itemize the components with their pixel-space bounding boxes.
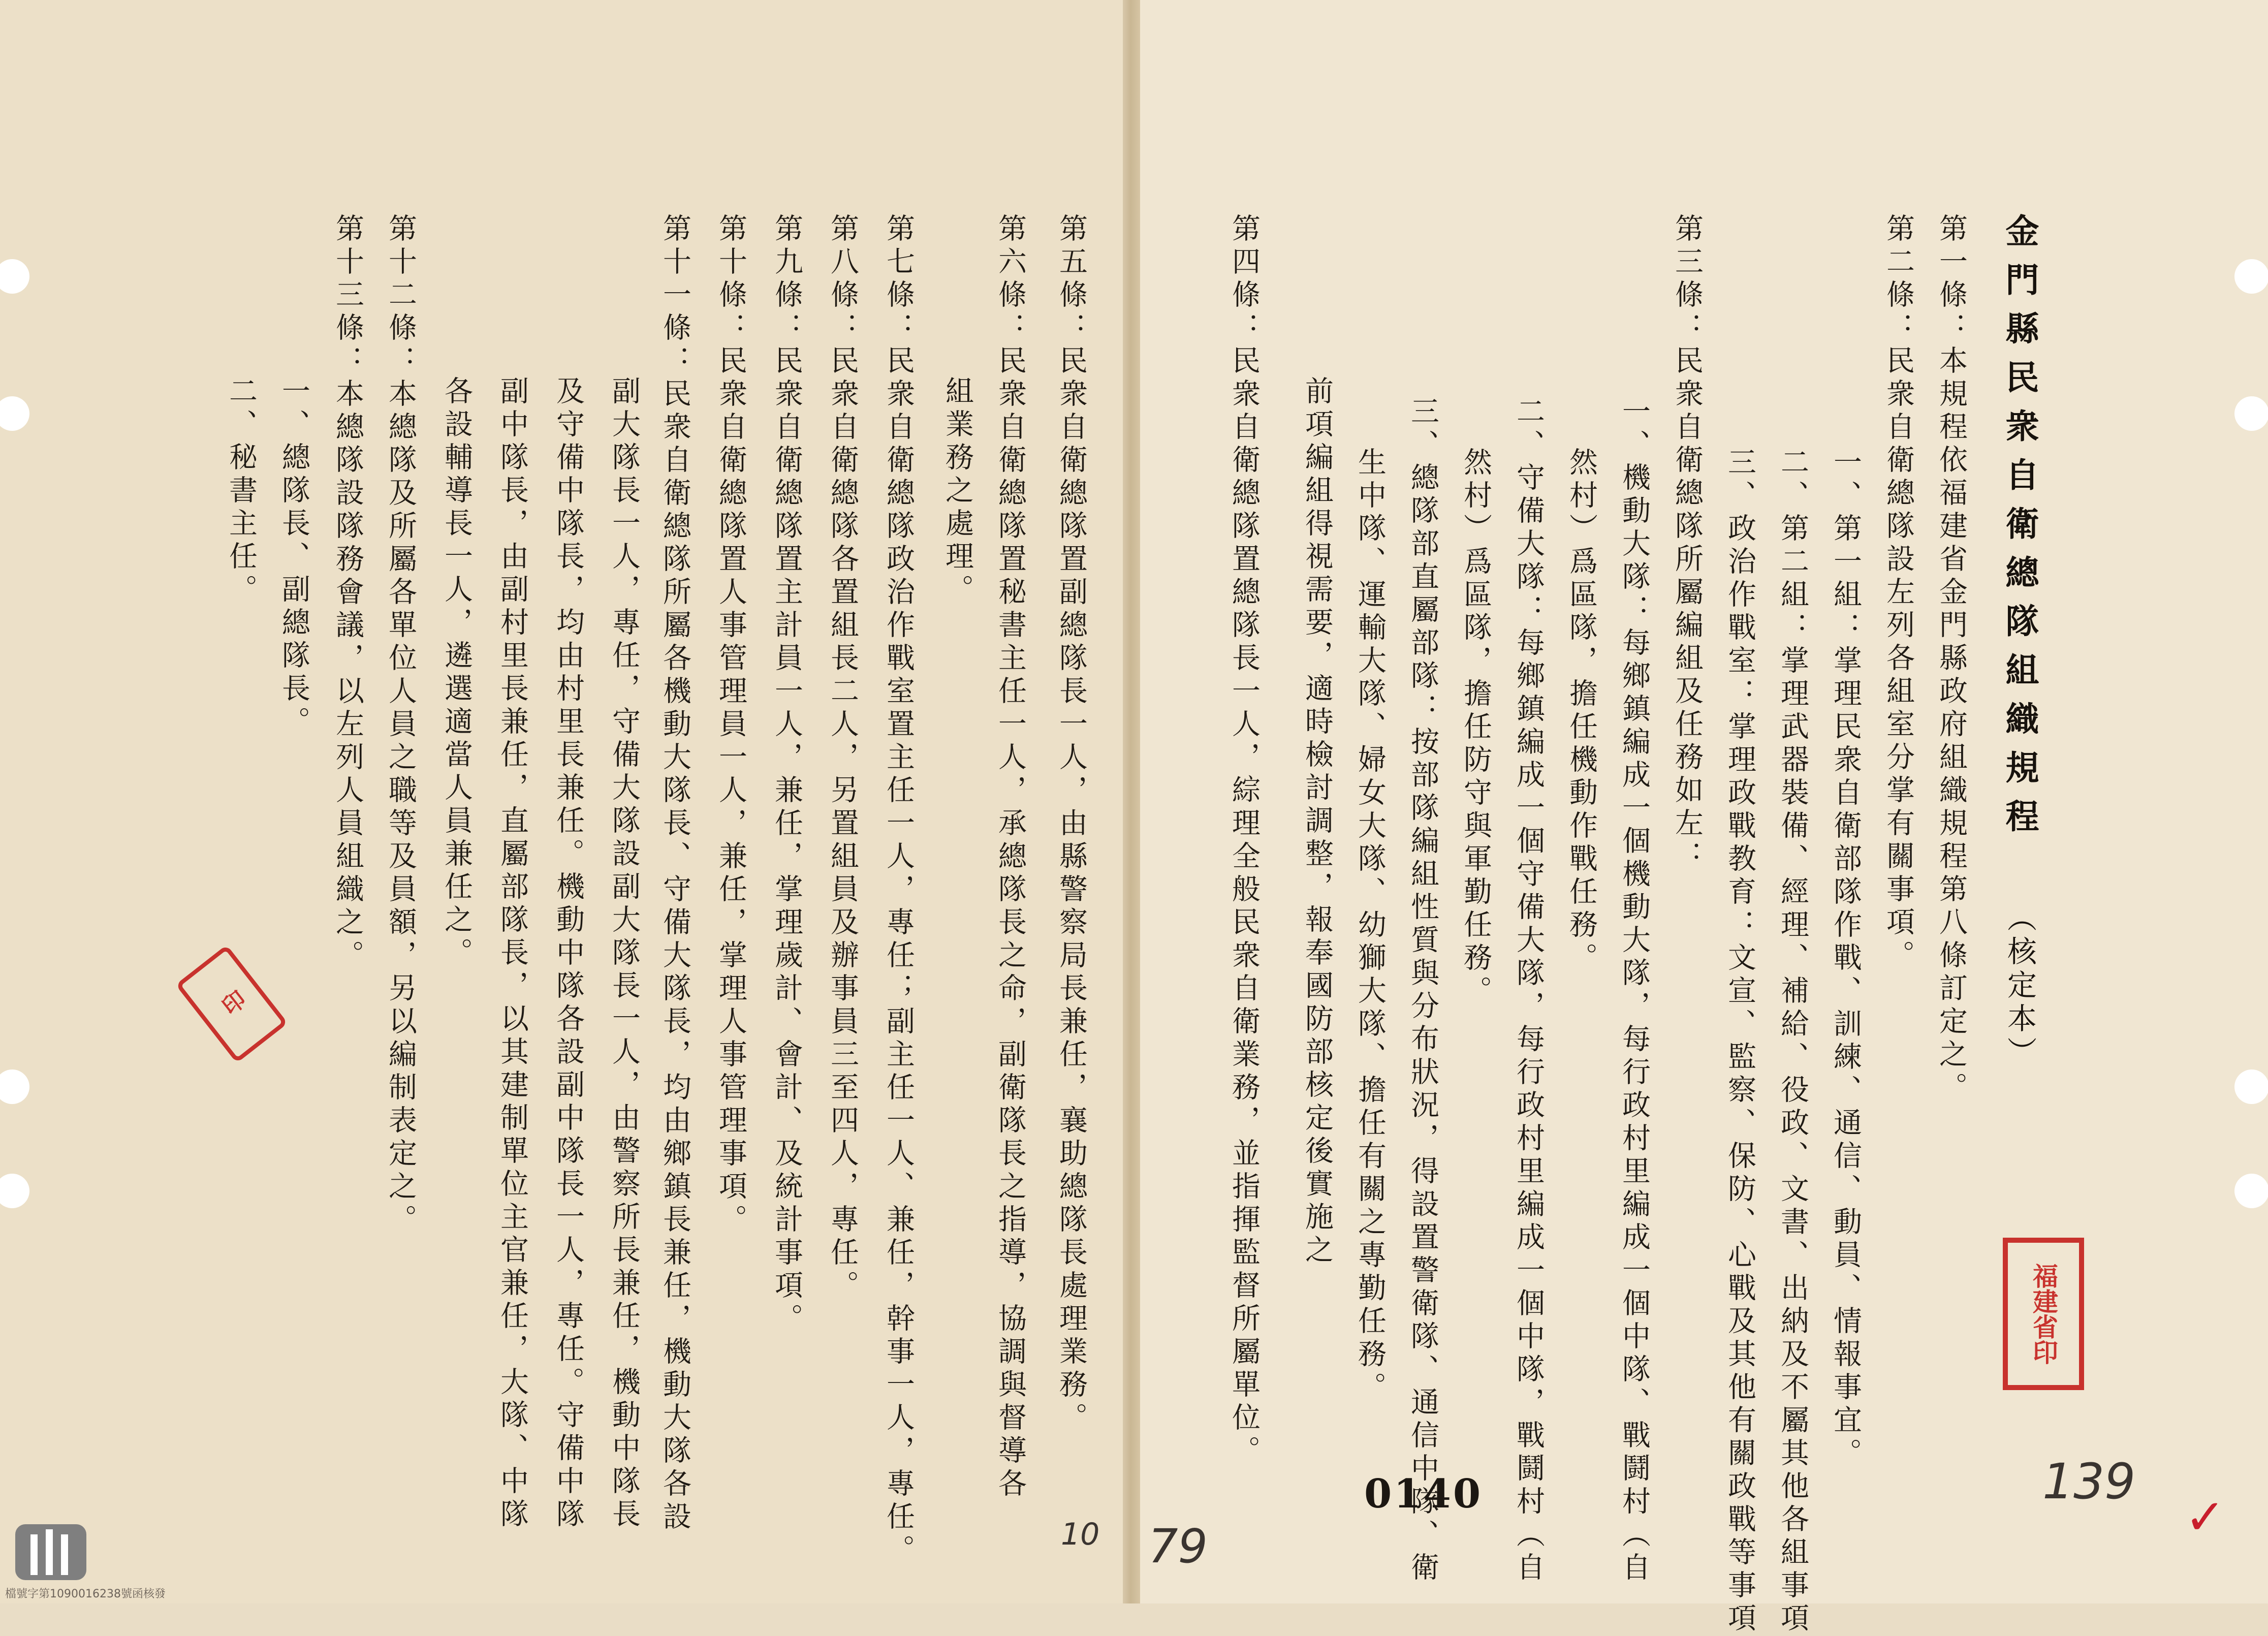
left-col-2: 第六條：民衆自衛總隊置秘書主任一人，承總隊長之命，副衛隊長之指導，協調與督導各 [994,213,1027,1501]
left-col-3: 組業務之處理。 [941,376,974,607]
right-col-10: 然村）爲區隊，擔任防守與軍勤任務。 [1459,447,1492,1009]
page-number: 0140 [1364,1471,1483,1517]
document-title-note: （核定本） [2002,902,2037,1070]
left-col-13: 第十二條：本總隊及所屬各單位人員之職等及員額，另以編制表定之。 [384,213,417,1237]
punch-hole [2234,259,2268,294]
left-col-8: 第十一條：民衆自衛總隊所屬各機動大隊長、守備大隊長，均由鄉鎮長兼任，機動大隊各設 [658,213,691,1534]
right-col-7: 一、機動大隊：每鄉鎮編成一個機動大隊，每行政村里編成一個中隊、戰鬪村（自 [1618,396,1651,1585]
right-col-9: 二、守備大隊：每鄉鎮編成一個守備大隊，每行政村里編成一個中隊，戰鬪村（自 [1512,396,1545,1585]
handwritten-page-number: 139 [2042,1453,2136,1510]
left-col-15: 一、總隊長、副總隊長。 [277,376,310,739]
checkmark-icon: ✓ [2185,1489,2226,1546]
left-col-6: 第九條：民衆自衛總隊置主計員一人，兼任，掌理歲計、會計、及統計事項。 [770,213,803,1336]
left-col-1: 第五條：民衆自衛總隊置副總隊長一人，由縣警察局長兼任，襄助總隊長處理業務。 [1055,213,1088,1435]
left-col-5: 第八條：民衆自衛總隊各置組長二人，另置組員及辦事員三至四人，專任。 [826,213,859,1303]
archive-footer: 檔號字第1090016238號函核發 [5,1588,166,1600]
handwritten-mark-b: 79 [1148,1519,1208,1574]
book-gutter [1123,0,1140,1603]
seal-right-text: 福建省印 [2029,1263,2059,1365]
punch-hole [2234,1069,2268,1104]
left-col-4: 第七條：民衆自衛總隊政治作戰室置主任一人，專任；副主任一人、兼任，幹事一人，專任。 [882,213,915,1567]
punch-hole [2234,1174,2268,1208]
left-col-10: 及守備中隊長，均由村里長兼任。機動中隊各設副中隊長一人，專任。守備中隊 [552,376,585,1532]
document-title-text: 金門縣民衆自衛總隊組織規程 [2000,213,2039,847]
right-col-12: 生中隊、運輸大隊、婦女大隊、幼獅大隊、擔任有關之專勤任務。 [1353,447,1387,1405]
seal-left-text: 印 [214,987,249,1021]
archive-logo-icon [0,1494,102,1595]
right-col-5: 三、政治作戰室：掌理政戰教育：文宣、監察、保防、心戰及其他有關政戰等事項 [1723,447,1756,1636]
right-col-1: 第一條：本規程依福建省金門縣政府組織規程第八條訂定之。 [1935,213,1968,1105]
right-col-2: 第二條：民衆自衛總隊設左列各組室分掌有關事項。 [1882,213,1915,973]
handwritten-mark-a: 10 [1061,1517,1100,1552]
left-col-12: 各設輔導長一人，遴選適當人員兼任之。 [440,376,473,970]
right-col-6: 第三條：民衆自衛總隊所屬編組及任務如左： [1671,213,1704,874]
right-col-11: 三、總隊部直屬部隊：按部隊編組性質與分布狀況，得設置警衛隊、通信中隊、衛 [1406,396,1439,1585]
left-col-9: 副大隊長一人，專任，守備大隊設副大隊長一人，由警察所長兼任，機動中隊長 [608,376,641,1532]
left-col-14: 第十三條：本總隊設隊務會議，以左列人員組織之。 [331,213,364,973]
seal-right [2003,1238,2084,1390]
right-col-4: 二、第二組：掌理武器裝備、經理、補給、役政、文書、出納及不屬其他各組事項 [1776,447,1809,1636]
left-col-11: 副中隊長，由副村里長兼任，直屬部隊長，以其建制單位主官兼任，大隊、中隊 [496,376,529,1532]
left-col-16: 二、秘書主任。 [225,376,258,607]
punch-hole [2234,396,2268,431]
right-col-13: 前項編組得視需要，適時檢討調整，報奉國防部核定後實施之 [1301,376,1334,1268]
left-col-7: 第十條：民衆自衛總隊置人事管理員一人，兼任，掌理人事管理事項。 [714,213,747,1237]
right-col-8: 然村）爲區隊，擔任機動作戰任務。 [1565,447,1598,976]
right-col-3: 一、第一組：掌理民衆自衛部隊作戰、訓練、通信、動員、情報事宜。 [1829,447,1862,1471]
right-col-14: 第四條：民衆自衛總隊置總隊長一人，綜理全般民衆自衛業務，並指揮監督所屬單位。 [1227,213,1261,1468]
document-title [1992,213,2048,1070]
